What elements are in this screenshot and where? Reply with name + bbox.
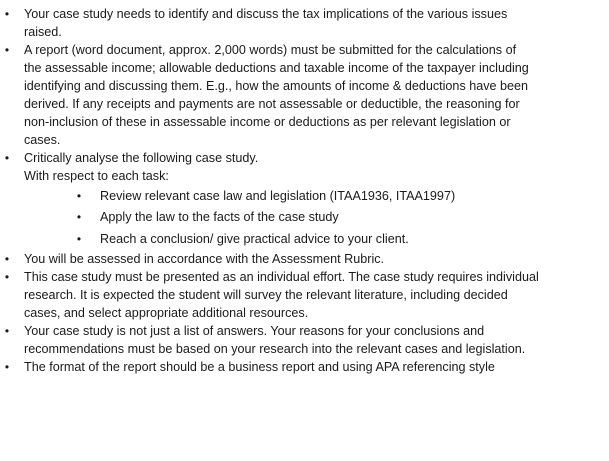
bullet-icon: • xyxy=(76,231,82,246)
list-item-text: cases. xyxy=(24,133,61,147)
bullet-icon: • xyxy=(4,323,10,338)
bullet-icon: • xyxy=(76,189,82,203)
sub-list-item-text: Reach a conclusion/ give practical advice to your client. xyxy=(100,231,409,246)
list-item-text: recommendations must be based on your research into the relevant cases and legislation. xyxy=(24,341,526,356)
list-item-critically-analyse xyxy=(0,149,609,185)
list-item-text: A report (word document, approx. 2,000 words) must be submitted for the calculations of xyxy=(24,43,517,57)
list-item-text: Your case study is not just a list of answers. Your reasons for your conclusions and xyxy=(24,323,485,338)
bullet-icon: • xyxy=(4,269,10,284)
list-item-text: With respect to each task: xyxy=(24,169,169,183)
list-item-text: derived. If any receipts and payments are not assessable or deductible, the reasoning for xyxy=(24,97,520,111)
list-item-text: You will be assessed in accordance with the Assessment Rubric. xyxy=(24,251,385,266)
list-item-text: cases, and select appropriate additional resources. xyxy=(24,305,309,320)
list-item-text: Your case study needs to identify and discuss the tax implications of the various issues xyxy=(24,7,508,21)
list-item-text: Critically analyse the following case study. xyxy=(24,151,259,165)
sub-list-item-text: Apply the law to the facts of the case study xyxy=(100,210,339,225)
list-item-assessment-rubric xyxy=(0,250,609,268)
list-item-text: This case study must be presented as an individual effort. The case study requires individual xyxy=(24,269,539,284)
list-item-report-requirements xyxy=(0,41,609,149)
list-item-text: identifying and discussing them. E.g., how the amounts of income & deductions have been xyxy=(24,79,529,93)
bullet-icon: • xyxy=(4,251,10,266)
bullet-icon: • xyxy=(76,210,82,225)
list-item-text: The format of the report should be a business report and using APA referencing style xyxy=(24,359,495,374)
list-item-text: non-inclusion of these in assessable income or deductions as per relevant legislation or xyxy=(24,115,511,129)
sub-list-item xyxy=(0,186,609,207)
bullet-icon: • xyxy=(4,43,10,57)
list-item-not-list-of-answers xyxy=(0,322,609,358)
list-item-text: raised. xyxy=(24,25,62,39)
sub-list-item xyxy=(0,207,609,228)
list-item-report-format xyxy=(0,358,609,376)
bullet-icon: • xyxy=(4,7,10,21)
bullet-icon: • xyxy=(4,359,10,374)
sub-list xyxy=(0,186,609,250)
bullet-icon: • xyxy=(4,151,10,165)
list-item-case-study-identify xyxy=(0,5,609,41)
sub-list-item xyxy=(0,229,609,250)
list-item-text: research. It is expected the student will survey the relevant literature, including decided xyxy=(24,287,508,302)
document-body xyxy=(0,5,609,376)
sub-list-item-text: Review relevant case law and legislation (ITAA1936, ITAA1997) xyxy=(100,189,456,203)
list-item-individual-effort xyxy=(0,268,609,322)
list-item-text: the assessable income; allowable deductions and taxable income of the taxpayer including xyxy=(24,61,529,75)
